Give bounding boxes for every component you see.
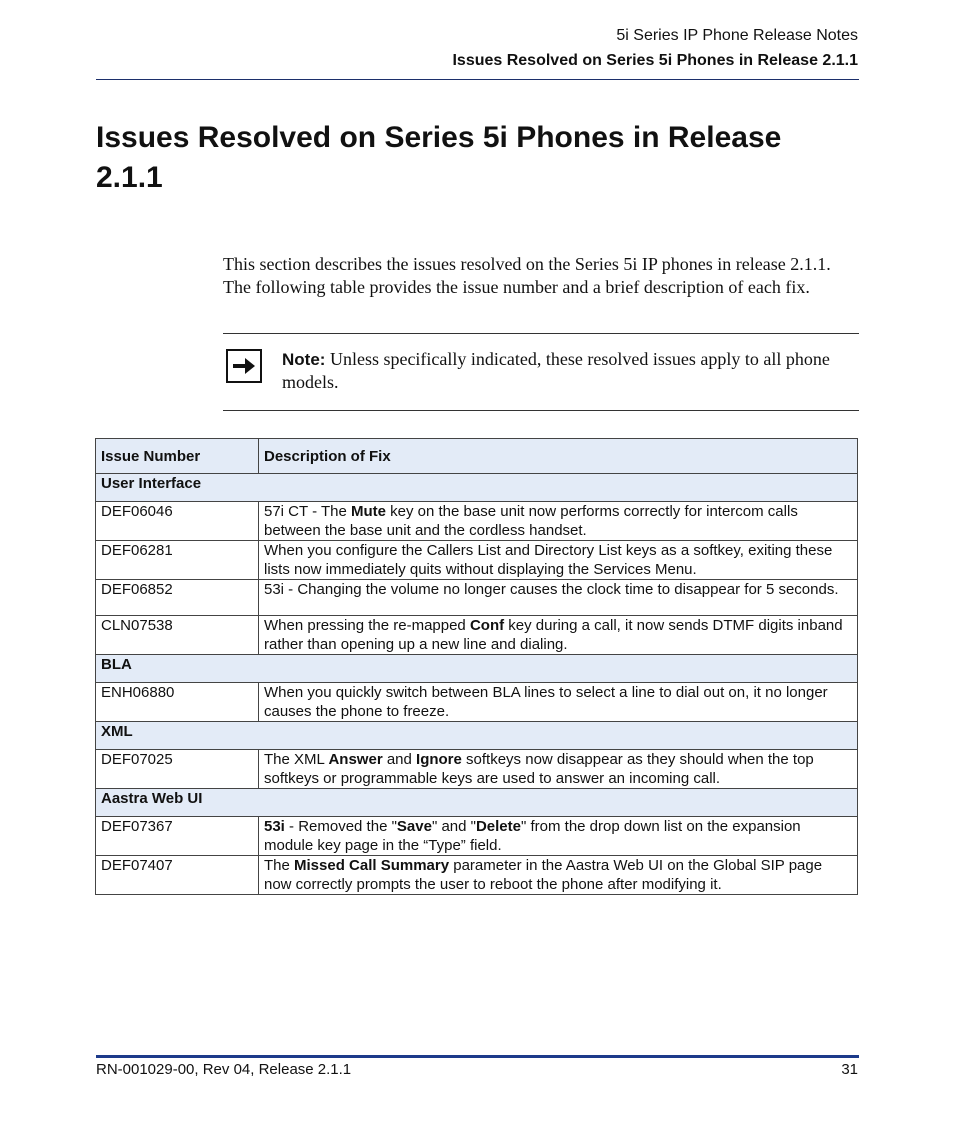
bold-term: 53i bbox=[264, 818, 285, 835]
footer-doc-id: RN-001029-00, Rev 04, Release 2.1.1 bbox=[96, 1061, 352, 1078]
text-run: key during a call, it now sends DTMF digits inband rather than opening up a new line and dialing. bbox=[264, 617, 843, 653]
text-run: softkeys now disappear as they should when the top softkeys or programmable keys are used to answer an incoming call. bbox=[264, 751, 814, 787]
text-run: The bbox=[264, 857, 295, 874]
table-row bbox=[96, 856, 858, 895]
text-run: 53i - Changing the volume no longer causes the clock time to disappear for 5 seconds. bbox=[264, 581, 839, 598]
issue-number: DEF07367 bbox=[96, 817, 259, 856]
fix-description bbox=[259, 502, 858, 541]
section-title: XML bbox=[96, 722, 858, 750]
arrow-right-icon bbox=[226, 349, 262, 383]
intro-paragraph: This section describes the issues resolved on the Series 5i IP phones in release 2.1.1. The following table provides the issue number and a brief description of each fix. bbox=[223, 254, 831, 297]
bold-term: Conf bbox=[469, 617, 505, 634]
note-bottom-divider bbox=[223, 410, 859, 411]
note-label: Note: bbox=[282, 350, 326, 369]
column-header-issue: Issue Number bbox=[96, 439, 259, 474]
fix-description bbox=[259, 750, 858, 789]
bold-term: Delete bbox=[475, 818, 521, 835]
section-row bbox=[96, 474, 858, 502]
bold-term: Mute bbox=[350, 503, 386, 520]
fix-description bbox=[259, 580, 858, 616]
table-row bbox=[96, 502, 858, 541]
text-run: " and " bbox=[431, 818, 476, 835]
text-run: key on the base unit now performs correctly for intercom calls between the base unit and the cordless handset. bbox=[264, 503, 798, 539]
footer-divider bbox=[96, 1055, 859, 1058]
note-body: Unless specifically indicated, these resolved issues apply to all phone models. bbox=[282, 349, 830, 392]
note-text bbox=[282, 348, 857, 394]
issues-table bbox=[95, 438, 858, 895]
section-title: BLA bbox=[96, 655, 858, 683]
fix-description bbox=[259, 683, 858, 722]
issue-number: DEF07407 bbox=[96, 856, 259, 895]
issue-number: DEF06852 bbox=[96, 580, 259, 616]
text-run: When pressing the re-mapped bbox=[264, 617, 470, 634]
table-row bbox=[96, 817, 858, 856]
table-row bbox=[96, 616, 858, 655]
text-run: and bbox=[382, 751, 417, 768]
table-row bbox=[96, 750, 858, 789]
text-run: 57i CT - The bbox=[264, 503, 351, 520]
column-header-description: Description of Fix bbox=[259, 439, 858, 474]
section-row bbox=[96, 789, 858, 817]
text-run: parameter in the Aastra Web UI on the Global SIP page now correctly prompts the user to reboot the phone after modifying it. bbox=[264, 857, 823, 893]
table-row bbox=[96, 541, 858, 580]
section-title: User Interface bbox=[96, 474, 858, 502]
section-row bbox=[96, 722, 858, 750]
issue-number: DEF06281 bbox=[96, 541, 259, 580]
issue-number: ENH06880 bbox=[96, 683, 259, 722]
table-row bbox=[96, 683, 858, 722]
text-run: When you configure the Callers List and Directory List keys as a softkey, exiting these lists now immediately quits without displaying the Services Menu. bbox=[264, 542, 833, 578]
note-top-divider bbox=[223, 333, 859, 334]
text-run: - Removed the " bbox=[284, 818, 397, 835]
bold-term: Missed Call Summary bbox=[294, 857, 450, 874]
issue-number: CLN07538 bbox=[96, 616, 259, 655]
fix-description bbox=[259, 616, 858, 655]
bold-term: Ignore bbox=[416, 751, 462, 768]
issue-number: DEF07025 bbox=[96, 750, 259, 789]
table-row bbox=[96, 580, 858, 616]
page-number: 31 bbox=[841, 1061, 858, 1078]
running-header-section-title: Issues Resolved on Series 5i Phones in Release 2.1.1 bbox=[452, 52, 858, 69]
fix-description bbox=[259, 856, 858, 895]
header-divider bbox=[96, 79, 859, 80]
table-header-row bbox=[96, 439, 858, 474]
running-header-doc-title: 5i Series IP Phone Release Notes bbox=[616, 27, 858, 44]
fix-description bbox=[259, 541, 858, 580]
issue-number: DEF06046 bbox=[96, 502, 259, 541]
section-title: Aastra Web UI bbox=[96, 789, 858, 817]
text-run: When you quickly switch between BLA lines to select a line to dial out on, it no longer causes the phone to freeze. bbox=[264, 684, 828, 720]
bold-term: Answer bbox=[328, 751, 383, 768]
fix-description bbox=[259, 817, 858, 856]
page-title: Issues Resolved on Series 5i Phones in Release 2.1.1 bbox=[96, 121, 782, 194]
section-row bbox=[96, 655, 858, 683]
bold-term: Save bbox=[396, 818, 432, 835]
text-run: The XML bbox=[264, 751, 329, 768]
text-run: " from the drop down list on the expansion module key page in the “Type” field. bbox=[264, 818, 801, 854]
